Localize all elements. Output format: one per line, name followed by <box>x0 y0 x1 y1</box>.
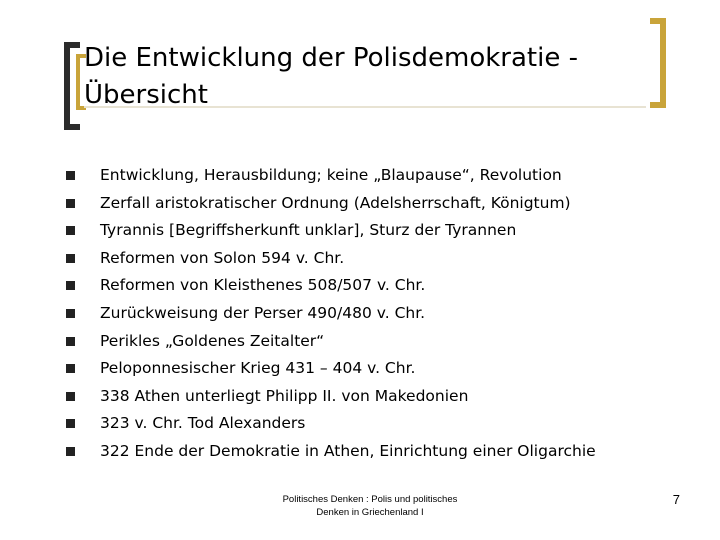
bullet-list <box>66 162 686 466</box>
bullet-text: 338 Athen unterliegt Philipp II. von Makedonien <box>100 386 469 405</box>
square-bullet-icon <box>66 171 75 180</box>
bullet-text: Entwicklung, Herausbildung; keine „Blaupause“, Revolution <box>100 166 562 184</box>
bullet-text: Reformen von Solon 594 v. Chr. <box>100 248 345 267</box>
bullet-text: 322 Ende der Demokratie in Athen, Einrichtung einer Oligarchie <box>100 441 596 460</box>
list-item <box>66 245 686 273</box>
slide-footer <box>270 493 470 519</box>
bullet-text: 323 v. Chr. Tod Alexanders <box>100 414 306 433</box>
slide-title-line1: Die Entwicklung der Polisdemokratie - <box>84 43 578 73</box>
list-item <box>66 300 686 328</box>
bullet-text: Perikles „Goldenes Zeitalter“ <box>100 331 325 350</box>
bullet-text: Reformen von Kleisthenes 508/507 v. Chr. <box>100 276 426 295</box>
list-item <box>66 272 686 300</box>
bullet-text: Zerfall aristokratischer Ordnung (Adelsherrschaft, Königtum) <box>100 193 571 212</box>
square-bullet-icon <box>66 419 75 428</box>
list-item <box>66 162 686 190</box>
bullet-text: Zurückweisung der Perser 490/480 v. Chr. <box>100 303 426 322</box>
square-bullet-icon <box>66 337 75 346</box>
list-item <box>66 383 686 411</box>
list-item <box>66 328 686 356</box>
list-item <box>66 190 686 218</box>
bullet-text: Peloponnesischer Krieg 431 – 404 v. Chr. <box>100 359 416 378</box>
square-bullet-icon <box>66 364 75 373</box>
list-item <box>66 355 686 383</box>
square-bullet-icon <box>66 447 75 456</box>
footer-line2: Denken in Griechenland I <box>316 507 424 518</box>
page-number: 7 <box>672 492 680 507</box>
list-item <box>66 217 686 245</box>
list-item <box>66 438 686 466</box>
square-bullet-icon <box>66 199 75 208</box>
bullet-text: Tyrannis [Begriffsherkunft unklar], Sturz der Tyrannen <box>100 221 517 240</box>
slide-title-line2: Übersicht <box>84 80 208 110</box>
list-item <box>66 410 686 438</box>
square-bullet-icon <box>66 254 75 263</box>
title-bracket-right-gold <box>650 18 666 108</box>
slide-title <box>84 40 644 114</box>
footer-line1: Politisches Denken : Polis und politisches <box>282 494 458 505</box>
square-bullet-icon <box>66 226 75 235</box>
square-bullet-icon <box>66 281 75 290</box>
square-bullet-icon <box>66 392 75 401</box>
square-bullet-icon <box>66 309 75 318</box>
